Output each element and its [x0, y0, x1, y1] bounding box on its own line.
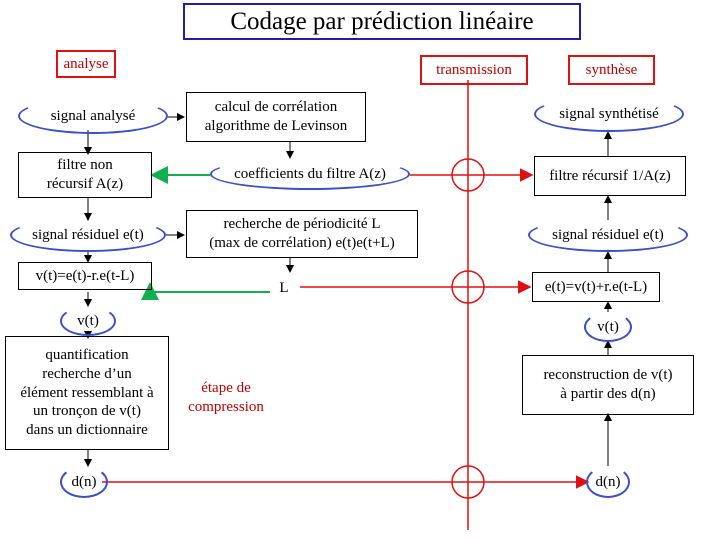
- filtre-line1: filtre non: [57, 157, 113, 174]
- page-title-text: Codage par prédiction linéaire: [230, 7, 534, 35]
- recon-line2: à partir des d(n): [560, 386, 656, 402]
- etape-line1: étape de: [201, 379, 251, 396]
- dn-right-label: d(n): [595, 473, 621, 490]
- node-vt-formula: [18, 262, 152, 290]
- recon-line1: reconstruction de v(t): [543, 367, 673, 384]
- coefficients-label: coefficients du filtre A(z): [234, 165, 386, 182]
- signal-synthetise-label: signal synthétisé: [559, 105, 659, 122]
- node-quantification: [5, 336, 169, 450]
- header-synthese: [568, 55, 655, 85]
- node-dn-right: [586, 466, 630, 498]
- vt-left-label: v(t): [77, 312, 99, 329]
- node-filtre-recursif: [534, 156, 686, 196]
- filtre-line2: récursif A(z): [46, 176, 124, 192]
- node-calcul-correlation: [186, 92, 366, 142]
- calcul-line1: calcul de corrélation: [214, 99, 338, 116]
- header-transmission-label: transmission: [436, 61, 512, 78]
- node-vt-left: [60, 306, 116, 336]
- recherche-line2: (max de corrélation) e(t)e(t+L): [209, 235, 395, 251]
- node-L: [270, 276, 298, 302]
- quant-line2: recherche d’un: [42, 365, 132, 382]
- header-analyse-label: analyse: [63, 55, 109, 72]
- node-filtre-non-recursif: [18, 152, 152, 198]
- vt-formula-label: v(t)=e(t)-r.e(t-L): [35, 267, 135, 284]
- quant-line3: élément ressemblant à: [20, 384, 154, 401]
- vt-right-label: v(t): [597, 318, 619, 335]
- node-dn-left: [60, 466, 108, 498]
- L-label: L: [279, 280, 289, 297]
- et-formula-label: e(t)=v(t)+r.e(t-L): [544, 278, 648, 295]
- node-signal-analyse: [18, 98, 168, 134]
- page-title: [183, 3, 581, 40]
- node-vt-right: [584, 312, 632, 342]
- quant-line5: dans un dictionnaire: [26, 422, 148, 439]
- node-signal-residuel: [10, 218, 166, 252]
- filtre-recursif-label: filtre récursif 1/A(z): [549, 167, 671, 184]
- signal-residuel-right-label: signal résiduel e(t): [552, 226, 664, 243]
- calcul-line2: algorithme de Levinson: [204, 118, 348, 134]
- node-reconstruction: [522, 355, 694, 415]
- quant-line1: quantification: [45, 347, 129, 364]
- header-synthese-label: synthèse: [585, 61, 638, 78]
- node-etape-compression: [172, 374, 280, 422]
- node-coefficients: [210, 158, 410, 190]
- node-signal-synthetise: [534, 96, 684, 132]
- quant-line4: un tronçon de v(t): [33, 403, 141, 420]
- etape-line2: compression: [188, 399, 264, 415]
- green-arrow-L-to-formula: [150, 284, 270, 292]
- header-analyse: [56, 50, 116, 78]
- node-recherche-periodicite: [186, 210, 418, 258]
- node-signal-residuel-label: signal résiduel e(t): [32, 226, 144, 243]
- header-transmission: [420, 55, 528, 85]
- recherche-line1: recherche de périodicité L: [223, 216, 381, 233]
- node-et-formula: [532, 272, 660, 302]
- dn-left-label: d(n): [71, 473, 97, 490]
- node-signal-analyse-label: signal analysé: [50, 107, 136, 124]
- node-signal-residuel-right: [528, 218, 688, 252]
